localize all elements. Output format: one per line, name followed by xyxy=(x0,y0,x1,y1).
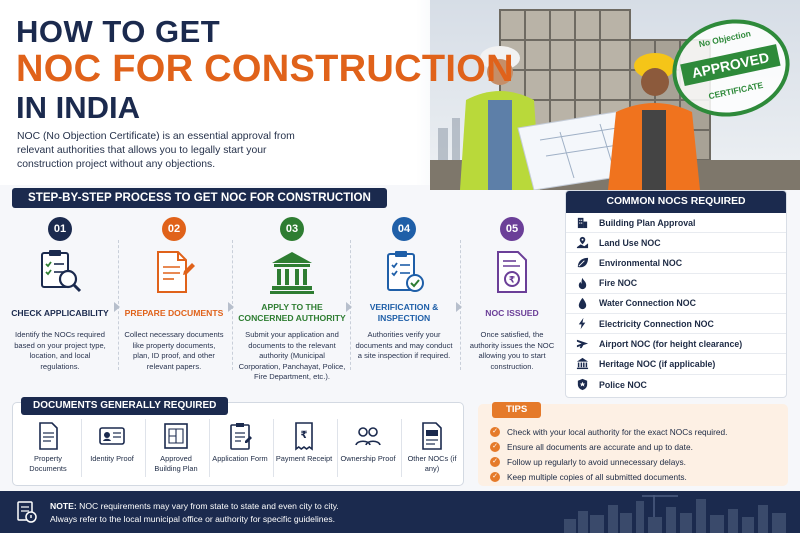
tips-list xyxy=(490,424,727,484)
noc-item-electricity xyxy=(566,314,786,334)
noc-item-environmental xyxy=(566,253,786,273)
check-icon: ✓ xyxy=(490,457,500,467)
document-item xyxy=(83,421,141,464)
step-3-number: 03 xyxy=(280,217,304,241)
note-label: NOTE: xyxy=(50,501,77,511)
noc-item-label: Environmental NOC xyxy=(599,257,683,268)
noc-item-police xyxy=(566,375,786,395)
step-3 xyxy=(236,212,348,402)
tips-panel xyxy=(478,404,788,486)
leaf-icon xyxy=(576,256,589,269)
document-item xyxy=(19,421,77,474)
stamp-bottom-text: CERTIFICATE xyxy=(707,79,764,102)
tip-item xyxy=(490,439,727,454)
city-skyline-icon xyxy=(560,491,800,533)
step-arrow-icon xyxy=(228,302,234,312)
noc-item-label: Land Use NOC xyxy=(599,237,661,248)
noc-item-building-plan xyxy=(566,213,786,233)
tip-item xyxy=(490,424,727,439)
form-icon xyxy=(225,421,255,451)
document-item xyxy=(339,421,397,464)
document-divider xyxy=(337,419,338,477)
document-divider xyxy=(401,419,402,477)
step-4 xyxy=(352,212,456,402)
noc-document-icon xyxy=(417,421,447,451)
title-line-3: IN INDIA xyxy=(16,90,140,125)
land-use-icon xyxy=(576,236,589,249)
noc-item-label: Electricity Connection NOC xyxy=(599,318,714,329)
document-item xyxy=(275,421,333,464)
id-card-icon xyxy=(97,421,127,451)
noc-item-label: Police NOC xyxy=(599,379,647,390)
document-divider xyxy=(81,419,82,477)
noc-item-water xyxy=(566,294,786,314)
document-label: Other NOCs (if any) xyxy=(407,454,457,473)
check-icon: ✓ xyxy=(490,442,500,452)
police-badge-icon xyxy=(576,378,589,391)
document-label: Application Form xyxy=(212,454,268,463)
people-icon xyxy=(353,421,383,451)
step-2 xyxy=(122,212,226,402)
tip-text: Check with your local authority for the exact NOCs required. xyxy=(507,426,728,437)
step-2-description: Collect necessary documents like property documents, plan, ID proof, and other relevant papers. xyxy=(124,330,224,371)
tip-item xyxy=(490,454,727,469)
document-label: Ownership Proof xyxy=(340,454,396,463)
document-divider xyxy=(273,419,274,477)
document-label: Approved Building Plan xyxy=(154,454,198,473)
footer-note-bar xyxy=(0,491,800,533)
document-item xyxy=(147,421,205,474)
document-label: Property Documents xyxy=(29,454,67,473)
noc-item-label: Heritage NOC (if applicable) xyxy=(599,358,716,369)
noc-item-land-use xyxy=(566,233,786,253)
step-4-description: Authorities verify your documents and may conduct a site inspection if required. xyxy=(355,330,453,361)
water-drop-icon xyxy=(576,297,589,310)
common-nocs-panel xyxy=(565,190,787,398)
note-line-2: Always refer to the local municipal office or authority for specific guidelines. xyxy=(50,513,336,524)
step-3-heading: APPLY TO THE CONCERNED AUTHORITY xyxy=(238,302,346,323)
note-document-icon xyxy=(16,500,38,524)
svg-text:₹: ₹ xyxy=(300,430,308,441)
tip-text: Keep multiple copies of all submitted documents. xyxy=(507,471,687,482)
process-banner: STEP-BY-STEP PROCESS TO GET NOC FOR CONSTRUCTION xyxy=(12,188,387,208)
noc-item-airport xyxy=(566,334,786,354)
government-building-icon xyxy=(268,249,316,295)
step-5-description: Once satisfied, the authority issues the NOC allowing you to start construction. xyxy=(469,330,555,371)
noc-item-label: Fire NOC xyxy=(599,278,638,289)
documents-panel xyxy=(12,402,464,486)
intro-text: NOC (No Objection Certificate) is an essential approval from relevant authorities that allows you to legally start your construction project without any objections. xyxy=(17,131,295,170)
noc-item-label: Water Connection NOC xyxy=(599,298,696,309)
lightning-icon xyxy=(576,317,589,330)
tip-item xyxy=(490,469,727,484)
documents-title: DOCUMENTS GENERALLY REQUIRED xyxy=(21,397,228,415)
step-1-number: 01 xyxy=(48,217,72,241)
stamp-top-text: No Objection xyxy=(697,28,752,50)
property-document-icon xyxy=(33,421,63,451)
certificate-rupee-icon xyxy=(488,249,536,295)
receipt-icon xyxy=(289,421,319,451)
tip-text: Follow up regularly to avoid unnecessary delays. xyxy=(507,456,686,467)
step-3-description: Submit your application and documents to the relevant authority (Municipal Corporation, Panchayat, Police, Fire Department, etc.). xyxy=(238,330,346,382)
building-icon xyxy=(576,216,589,229)
step-arrow-icon xyxy=(114,302,120,312)
document-divider xyxy=(145,419,146,477)
step-5-number: 05 xyxy=(500,217,524,241)
check-icon: ✓ xyxy=(490,427,500,437)
document-divider xyxy=(209,419,210,477)
process-steps xyxy=(8,212,556,402)
noc-item-fire xyxy=(566,274,786,294)
noc-item-heritage xyxy=(566,354,786,374)
step-1-description: Identify the NOCs required based on your project type, location, and local regulations. xyxy=(14,330,106,371)
document-label: Payment Receipt xyxy=(275,454,333,463)
step-1-heading: CHECK APPLICABILITY xyxy=(11,307,109,318)
document-item xyxy=(211,421,269,464)
svg-text:₹: ₹ xyxy=(508,275,516,286)
step-arrow-icon xyxy=(456,302,462,312)
title-line-2: NOC FOR CONSTRUCTION xyxy=(16,48,514,90)
tip-text: Ensure all documents are accurate and up to date. xyxy=(507,441,693,452)
fire-icon xyxy=(576,277,589,290)
title-line-1: HOW TO GET xyxy=(16,14,221,49)
heritage-temple-icon xyxy=(576,357,589,370)
blueprint-icon xyxy=(161,421,191,451)
step-1 xyxy=(8,212,112,402)
check-icon: ✓ xyxy=(490,472,500,482)
footer-note xyxy=(50,500,339,525)
noc-item-label: Airport NOC (for height clearance) xyxy=(599,338,743,349)
step-4-number: 04 xyxy=(392,217,416,241)
note-line-1: NOC requirements may vary from state to state and even city to city. xyxy=(76,501,339,511)
tips-title: TIPS xyxy=(492,402,541,418)
document-pencil-icon xyxy=(150,249,198,295)
step-5-heading: NOC ISSUED xyxy=(485,307,539,318)
step-2-number: 02 xyxy=(162,217,186,241)
airplane-icon xyxy=(576,337,589,350)
common-nocs-title: COMMON NOCS REQUIRED xyxy=(566,191,786,213)
hero-section xyxy=(0,0,800,185)
stamp-approved-text: APPROVED xyxy=(680,44,780,86)
step-4-heading: VERIFICATION & INSPECTION xyxy=(369,302,439,323)
document-label: Identity Proof xyxy=(90,454,134,463)
step-5 xyxy=(464,212,560,402)
clipboard-check-icon xyxy=(380,249,428,295)
noc-item-label: Building Plan Approval xyxy=(599,217,696,228)
checklist-search-icon xyxy=(36,249,84,295)
document-item xyxy=(403,421,461,474)
step-2-heading: PREPARE DOCUMENTS xyxy=(124,307,224,318)
